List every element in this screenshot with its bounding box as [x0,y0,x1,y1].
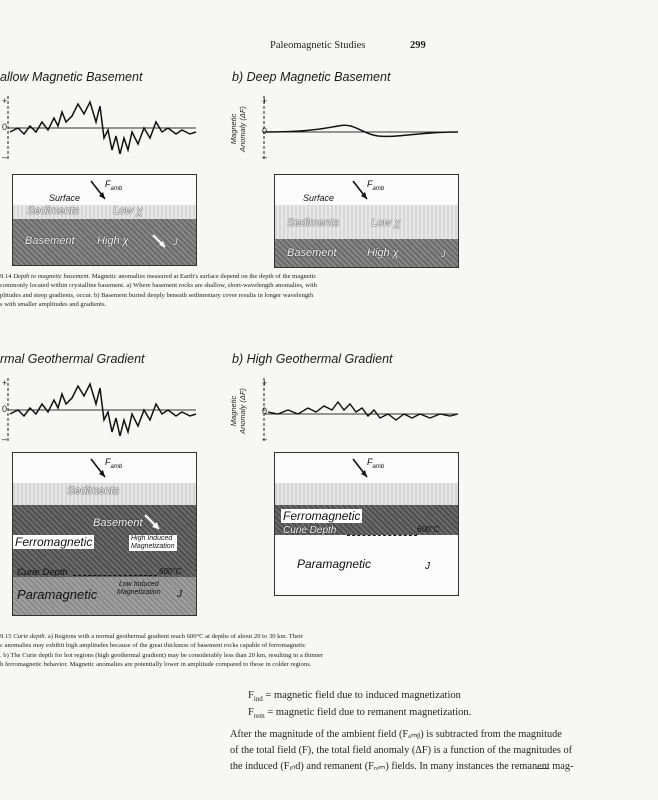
eq-rem-text: = magnetic field due to remanent magnetization. [267,707,472,718]
tick-plus-top-a: + [2,96,8,106]
low-induced-label [117,581,161,597]
tick-plus-top-b: + [262,96,268,106]
high-gradient-curve [268,402,458,420]
moment-label: J [177,589,182,600]
high-gradient-anomaly-plot [258,374,462,446]
sediments-label: Sediments [27,205,79,217]
tick-zero-bottom-b: 0 [262,406,268,416]
ferromagnetic-label: Ferromagnetic [15,535,93,549]
body-paragraph [230,727,658,775]
body-line2: of the total field (F), the total field anomaly (ΔF) is a function of the magnitudes of [230,745,573,756]
tick-zero-bottom-a: 0 [2,404,8,414]
field-symbol: F [105,179,111,189]
tick-minus-top-a: – [2,152,8,162]
sediments-label: Sediments [67,485,119,497]
paramagnetic-label: Paramagnetic [297,557,372,571]
figure-bottom-title-a: rmal Geothermal Gradient [0,352,145,366]
eq-rem-sub: rem [253,712,265,721]
moment-label: J [425,561,430,572]
curie-temp-label: 600°C [159,567,182,576]
curie-depth-label: Curie Depth [283,525,337,536]
caption-bottom-number: 9.15 [0,633,12,640]
low-induced-line2: Magnetization [117,589,161,596]
basement-label: Basement [25,235,75,247]
caption-top-lead: Depth to magnetic basement. [13,273,91,280]
high-induced-line1: High Induced [131,535,173,542]
sediment-layer [275,483,458,505]
figure-top-caption [0,272,455,310]
figure-bottom-title-b: b) High Geothermal Gradient [232,352,393,366]
body-line1: After the magnitude of the ambient field (Fₐₘᵦ) is subtracted from the magnitude [230,729,562,740]
surface-label: Surface [303,193,335,203]
caption-bottom-line4: h ferromagnetic behavior. Magnetic anomalies are potentially lower in amplitude compared to those in colder regions. [0,661,312,669]
equation-remanent [248,707,471,720]
caption-top-line2: commonly located within crystalline basement. a) Where basement rocks are shallow, short-wavelength anomalies, with [0,282,317,290]
caption-top-line4: s with smaller amplitudes and gradients. [0,301,107,309]
bottom-axis-label [229,381,247,441]
eq-rem-symbol: F [248,707,254,718]
curie-temp-label: 600°C [417,525,440,534]
caption-bottom-line3: . b) The Curie depth for hot regions (high geothermal gradient) may be considerably less than 20 km, resulting in a thinner [0,651,324,659]
field-subscript: amb [110,463,123,470]
field-arrow-icon [89,179,109,203]
field-arrow-icon [351,457,371,481]
field-arrow-icon [89,457,109,481]
moment-arrow-icon [151,233,171,253]
field-subscript: amb [372,185,385,192]
field-arrow-icon [351,179,371,203]
deep-anomaly-plot [258,92,462,164]
curie-depth-label: Curie Depth [17,567,68,578]
running-header-title: Paleomagnetic Studies [270,40,366,51]
tick-zero-top-a: 0 [2,122,8,132]
ferromagnetic-label: Ferromagnetic [283,509,361,523]
curie-depth-line [73,575,157,576]
curie-depth-line [347,535,417,536]
figure-bottom-caption [0,632,455,670]
field-symbol: F [367,179,373,189]
figure-top-title-b: b) Deep Magnetic Basement [232,70,391,84]
tick-minus-bottom-b: – [262,434,268,444]
axis-label-line1: Magnetic [229,113,238,145]
field-symbol: F [367,457,373,467]
low-induced-line1: Low Induced [118,581,159,588]
axis-label-line1: Magnetic [229,395,238,427]
basement-label: Basement [287,247,337,259]
moment-label: J [441,249,446,259]
normal-gradient-curve [10,384,196,436]
surface-label: Surface [49,193,81,203]
field-subscript: amb [110,185,123,192]
normal-gradient-anomaly-plot [0,374,200,446]
tick-plus-bottom-b: + [262,378,268,388]
high-chi-label: High χ [367,247,399,259]
body-line3: the induced (Fᵢₙd) and remanent (Fᵣₑₘ) fields. In many instances the remanent mag- [230,761,574,772]
equation-induced [248,690,461,703]
low-chi-label: Low χ [113,205,143,217]
high-chi-label: High χ [97,235,129,247]
margin-mark [537,768,549,769]
top-axis-label [229,99,247,159]
page-number: 299 [410,40,426,51]
tick-plus-bottom-a: + [2,378,8,388]
low-chi-label: Low χ [371,217,401,229]
shallow-anomaly-plot [0,92,200,164]
eq-ind-text: = magnetic field due to induced magnetization [265,690,461,701]
basement-label: Basement [93,517,143,529]
figure-top-title-a: allow Magnetic Basement [0,70,143,84]
field-symbol: F [105,457,111,467]
caption-bottom-lead: Curie depth. [13,633,47,640]
tick-minus-top-b: – [262,152,268,162]
high-induced-label [129,535,177,551]
moment-arrow-icon [143,513,165,535]
normal-gradient-section [12,452,197,616]
deep-basement-section [274,174,459,268]
shallow-anomaly-curve [10,102,196,154]
high-gradient-section [274,452,459,596]
caption-top-line1: Magnetic anomalies measured at Earth's surface depend on the depth of the magnetic [91,273,317,280]
moment-label: J [173,237,178,247]
eq-ind-sub: ind [253,695,263,704]
field-subscript: amb [372,463,385,470]
paramagnetic-label: Paramagnetic [17,587,98,602]
shallow-basement-section [12,174,197,266]
caption-top-line3: plitudes and steep gradients, occur. b) Basement buried deeply beneath sedimentary cover results in longer wavelength [0,291,314,299]
tick-minus-bottom-a: – [2,434,8,444]
caption-bottom-line1: a) Regions with a normal geothermal gradient reach 600°C at depths of about 20 to 30 km. Their [47,633,304,640]
eq-ind-symbol: F [248,690,254,701]
deep-anomaly-curve [266,125,458,136]
axis-label-line2: Anomaly (ΔF) [238,388,247,434]
caption-bottom-line2: c anomalies may exhibit high amplitudes because of the great thickness of basement rocks capable of ferromagnetic [0,642,306,650]
high-induced-line2: Magnetization [131,543,175,550]
axis-label-line2: Anomaly (ΔF) [238,106,247,152]
sediments-label: Sediments [287,217,339,229]
tick-zero-top-b: 0 [262,126,268,136]
caption-top-number: 9.14 [0,273,12,280]
